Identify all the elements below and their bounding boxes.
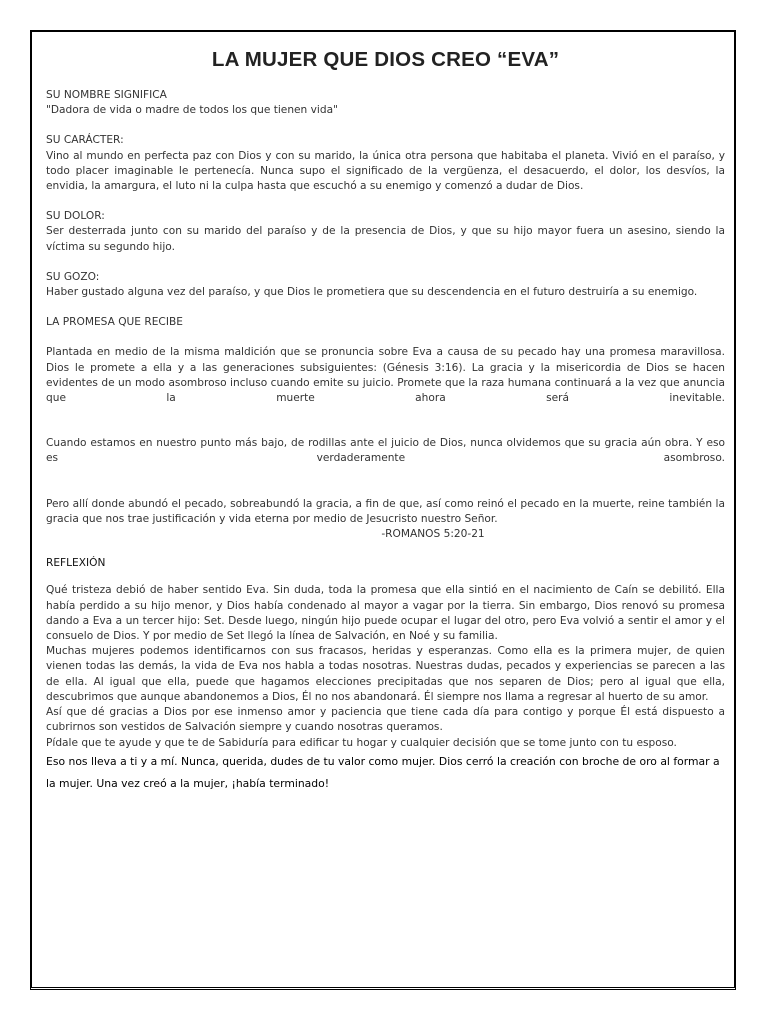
- section-text: "Dadora de vida o madre de todos los que tienen vida": [46, 104, 338, 117]
- promesa-paragraph: Cuando estamos en nuestro punto más bajo, de rodillas ante el juicio de Dios, nunca olvidemos que su gracia aún obra. Y eso es verdaderamente asombroso.: [46, 437, 725, 465]
- section-text: Ser desterrada junto con su marido del paraíso y de la presencia de Dios, y que su hijo mayor fuera un asesino, siendo la víctima su segundo hijo.: [46, 225, 725, 253]
- document-title: LA MUJER QUE DIOS CREO “EVA”: [211, 48, 560, 71]
- section-label: SU GOZO:: [46, 270, 100, 283]
- section-label: LA PROMESA QUE RECIBE: [46, 316, 183, 329]
- document-body: [46, 46, 725, 795]
- section-label: REFLEXIÓN: [46, 557, 106, 570]
- section-nombre: [46, 88, 725, 118]
- section-text: Vino al mundo en perfecta paz con Dios y con su marido, la única otra persona que habitaba el planeta. Vivió en el paraíso, y todo placer imaginable le pertenecía. Nunca supo el significado de la vergüenza, el desacuerdo, el dolor, los desvíos, la envidia, la amargura, el luto ni la culpa hasta que escuchó a su enemigo y comenzó a dudar de Dios.: [46, 149, 725, 193]
- reflexion-paragraph: Qué tristeza debió de haber sentido Eva. Sin duda, toda la promesa que ella sintió en el nacimiento de Caín se debilitó. Ella había perdido a su hijo menor, y Dios había condenado al mayor a vagar por la tierra. Sin embargo, Dios renovó su promesa dando a Eva a un tercer hijo: Set. Desde luego, ningún hijo puede ocupar el lugar del otro, pero Eva volvió a sentir el amor y el consuelo de Dios. Y por medio de Set llegó la línea de Salvación, en Noé y su familia.: [46, 584, 725, 643]
- section-reflexion: [46, 556, 725, 794]
- section-label: SU CARÁCTER:: [46, 134, 124, 147]
- bible-reference: -ROMANOS 5:20-21: [381, 528, 485, 541]
- section-label: SU NOMBRE SIGNIFICA: [46, 89, 167, 101]
- reflexion-paragraph: Muchas mujeres podemos identificarnos con sus fracasos, heridas y esperanzas. Como ella es la primera mujer, de quien vienen todas las demás, la vida de Eva nos habla a todas nosotras. Nuestras dudas, pecados y experiencias se parecen a las de ella. Al igual que ella, puede que hagamos elecciones precipitadas que nos separen de Dios; pero al igual que ella, descubrimos que aunque abandonemos a Dios, Él no nos abandonará. Él siempre nos llama a regresar al huerto de su amor.: [46, 645, 725, 703]
- section-label: SU DOLOR:: [46, 210, 105, 223]
- section-promesa: [46, 315, 725, 542]
- section-caracter: [46, 133, 725, 194]
- closing-statement: Eso nos lleva a ti y a mí. Nunca, querida, dudes de tu valor como mujer. Dios cerró la creación con broche de oro al formar a la mujer. Una vez creó a la mujer, ¡había terminado!: [46, 754, 720, 790]
- section-gozo: [46, 270, 725, 300]
- reflexion-paragraph: Pídale que te ayude y que te de Sabiduría para edificar tu hogar y cualquier decisión que se tome junto con tu esposo.: [46, 736, 677, 749]
- promesa-paragraph: Plantada en medio de la misma maldición que se pronuncia sobre Eva a causa de su pecado hay una promesa maravillosa. Dios le promete a ella y a las generaciones subsiguientes: (Génesis 3:16). La gracia y la misericordia de Dios se hacen evidentes de un modo asombroso incluso cuando emite su juicio. Promete que la raza humana continuará a la vez que anuncia que la muerte ahora será inevitable.: [46, 346, 725, 405]
- section-text: Haber gustado alguna vez del paraíso, y que Dios le prometiera que su descendencia en el futuro destruiría a su enemigo.: [46, 286, 698, 299]
- section-dolor: [46, 209, 725, 255]
- bible-verse: Pero allí donde abundó el pecado, sobreabundó la gracia, a fin de que, así como reinó el pecado en la muerte, reine también la gracia que nos trae justificación y vida eterna por medio de Jesucristo nuestro Señor.: [46, 497, 725, 525]
- reflexion-paragraph: Así que dé gracias a Dios por ese inmenso amor y paciencia que tiene cada día para contigo y porque Él está dispuesto a cubrirnos son vestidos de Salvación siempre y cuando nosotras queramos.: [46, 706, 725, 734]
